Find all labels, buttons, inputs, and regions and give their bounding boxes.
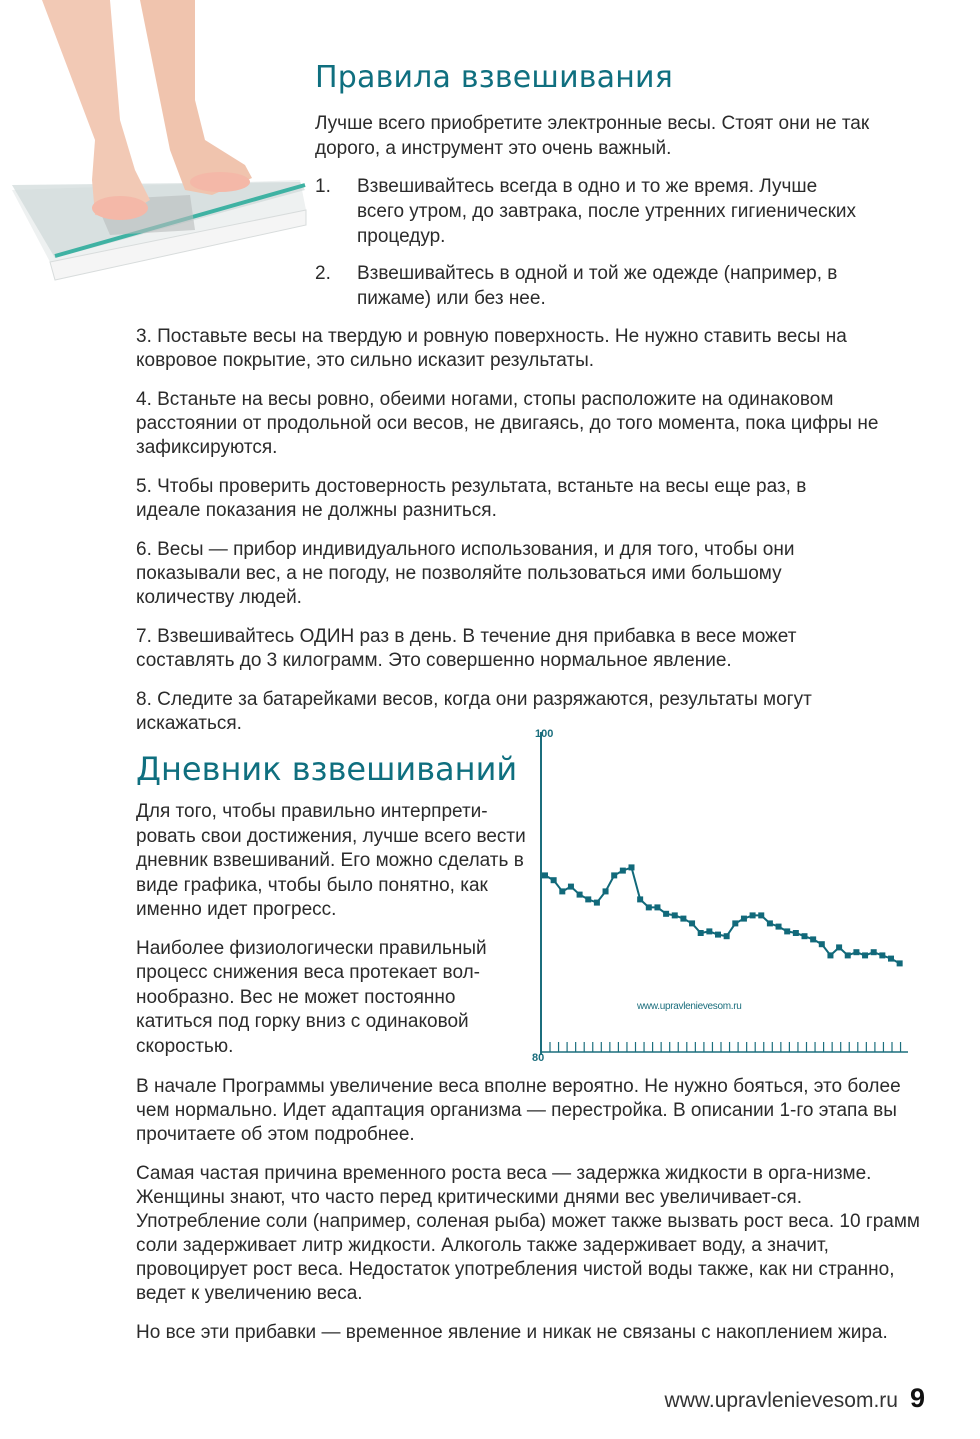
- data-point: [862, 952, 868, 958]
- data-point: [845, 952, 851, 958]
- data-point: [758, 912, 764, 918]
- paragraph: В начале Программы увеличение веса вполне вероятно. Не нужно бояться, это более чем нормально. Идет адаптация организма — перестройка. В описании 1-го этапа вы прочитаете об этом подробнее.: [136, 1076, 901, 1145]
- data-point: [784, 928, 790, 934]
- data-point: [724, 933, 730, 939]
- rule-item: 3. Поставьте весы на твердую и ровную поверхность. Не нужно ставить весы на ковровое покрытие, это сильно исказит результаты.: [136, 326, 847, 371]
- data-point: [568, 884, 574, 890]
- data-point: [819, 941, 825, 947]
- list-number: 2.: [315, 263, 331, 284]
- footer-url[interactable]: www.upravlenievesom.ru: [664, 1389, 898, 1412]
- data-point: [698, 930, 704, 936]
- list-text: Взвешивайтесь всегда в одно и то же время. Лучше всего утром, до завтрака, после утренних гигиенических процедур.: [357, 176, 856, 247]
- diary-body: [136, 1075, 926, 1360]
- data-point: [646, 904, 652, 910]
- feet-on-scale-photo: [0, 0, 320, 300]
- data-point: [853, 949, 859, 955]
- data-point: [577, 892, 583, 898]
- intro-paragraph: Лучше всего приобретите электронные весы. Стоят они не так дорого, а инструмент это очень важный.: [315, 113, 870, 159]
- rule-item: 7. Взвешивайтесь ОДИН раз в день. В течение дня прибавка в весе может составлять до 3 килограмм. Это совершенно нормальное явление.: [136, 626, 797, 671]
- y-tick-label-max: 100: [535, 728, 554, 740]
- data-point: [732, 920, 738, 926]
- paragraph: Самая частая причина временного роста веса — задержка жидкости в орга-низме. Женщины знают, что часто перед критическими днями вес увеличивает-ся. Употребление соли (например, соленая рыба) может также вызвать рост веса. 10 грамм соли задерживает литр жидкости. Алкоголь также задерживает воду, а значит, провоцирует рост веса. Недостаток употребления чистой воды также, как ни странно, ведет к увеличению веса.: [136, 1163, 920, 1304]
- data-point: [559, 888, 565, 894]
- data-point: [793, 930, 799, 936]
- data-point: [827, 952, 833, 958]
- data-point: [663, 911, 669, 917]
- data-point: [620, 868, 626, 874]
- data-point: [836, 944, 842, 950]
- rule-item: 8. Следите за батарейками весов, когда они разряжаются, результаты могут искажаться.: [136, 689, 812, 734]
- rule-item: 5. Чтобы проверить достоверность результата, встаньте на весы еще раз, в идеале показания не должны разниться.: [136, 476, 807, 521]
- paragraph: Но все эти прибавки — временное явление и никак не связаны с накоплением жира.: [136, 1322, 888, 1343]
- list-item: [315, 261, 915, 311]
- data-point: [706, 928, 712, 934]
- data-point: [672, 912, 678, 918]
- list-number: 1.: [315, 176, 331, 197]
- data-point: [680, 916, 686, 922]
- rules-list: [136, 325, 926, 751]
- rule-item: 6. Весы — прибор индивидуального использования, и для того, чтобы они показывали вес, а не погоду, не позволяйте пользоваться ими большому количеству людей.: [136, 539, 795, 608]
- diary-intro: [136, 800, 531, 1073]
- numbered-list: [315, 174, 915, 323]
- weight-chart: [520, 720, 920, 1070]
- section-title-weighing-diary: Дневник взвешиваний: [136, 750, 518, 788]
- data-point: [542, 872, 548, 878]
- data-point: [654, 904, 660, 910]
- paragraph: Для того, чтобы правильно интерпрети-ровать свои достижения, лучше всего вести дневник взвешиваний. Его можно сделать в виде графика, чтобы было понятно, как именно идет прогресс.: [136, 801, 526, 920]
- data-point: [637, 896, 643, 902]
- data-point: [810, 936, 816, 942]
- section-title-weighing-rules: Правила взвешивания: [315, 60, 673, 95]
- y-tick-label-min: 80: [532, 1052, 545, 1064]
- data-point: [629, 864, 635, 870]
- data-point: [871, 949, 877, 955]
- data-point: [767, 920, 773, 926]
- page-footer: [665, 1383, 925, 1414]
- data-point: [611, 872, 617, 878]
- data-point: [888, 956, 894, 962]
- data-point: [551, 877, 557, 883]
- data-point: [750, 912, 756, 918]
- data-point: [776, 924, 782, 930]
- data-point: [897, 960, 903, 966]
- data-point: [585, 896, 591, 902]
- chart-watermark: www.upravlenievesom.ru: [637, 1001, 742, 1012]
- rule-item: 4. Встаньте на весы ровно, обеими ногами, стопы расположите на одинаковом расстоянии от продольной оси весов, не двигаясь, до того момента, пока цифры не зафиксируются.: [136, 389, 879, 458]
- data-point: [802, 933, 808, 939]
- data-point: [879, 952, 885, 958]
- paragraph: Наиболее физиологически правильный процесс снижения веса протекает вол-нообразно. Вес не может постоянно катиться под горку вниз с одинаковой скоростью.: [136, 937, 487, 1057]
- list-item: [315, 174, 915, 249]
- page-number: 9: [909, 1383, 925, 1413]
- data-point: [715, 932, 721, 938]
- data-point: [689, 920, 695, 926]
- data-point: [603, 888, 609, 894]
- data-point: [741, 916, 747, 922]
- data-point: [594, 900, 600, 906]
- list-text: Взвешивайтесь в одной и той же одежде (например, в пижаме) или без нее.: [357, 263, 838, 309]
